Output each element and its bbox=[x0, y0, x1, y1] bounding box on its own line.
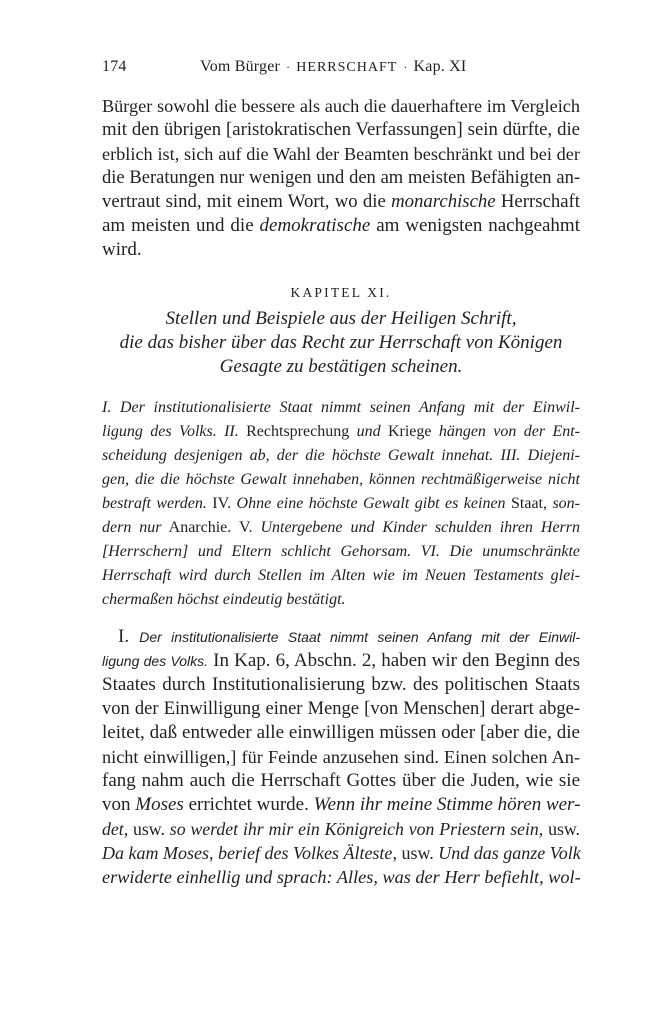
section-number: I. bbox=[118, 626, 140, 647]
italic-run: hängen von der Ent- bbox=[431, 423, 581, 440]
opening-paragraph bbox=[102, 94, 580, 262]
text-line bbox=[102, 190, 580, 214]
text-run: In Kap. 6, Abschn. 2, haben wir den Beginn des bbox=[208, 650, 580, 671]
section-heading-run: Der institutionalisierte Staat nimmt seinen Anfang mit der Einwil- bbox=[139, 629, 580, 645]
text-line bbox=[102, 793, 580, 817]
text-line: Staates durch Institutionalisierung bzw. des politischen Staats bbox=[102, 674, 580, 695]
text-run: von bbox=[102, 794, 136, 815]
text-run: Herrschaft bbox=[495, 191, 580, 212]
text-run: , usw. bbox=[123, 819, 170, 839]
text-line: erblich ist, sich auf die Wahl der Beamten beschränkt und bei der bbox=[102, 144, 580, 164]
section-heading-run: ligung des Volks. bbox=[102, 653, 209, 669]
text-run: Kriege bbox=[387, 423, 432, 440]
text-run: vertraut sind, mit einem Wort, wo die bbox=[102, 191, 392, 212]
text-line bbox=[102, 841, 580, 865]
summary-line: gen, die die höchste Gewalt innehaben, können rechtmäßigerweise nicht bbox=[102, 471, 580, 488]
text-line: die Beratungen nur wenigen und den am meisten Befähigten an- bbox=[102, 168, 580, 188]
italic-run: demokratische bbox=[259, 215, 371, 236]
page-number: 174 bbox=[102, 58, 127, 75]
text-run: errichtet wurde. bbox=[183, 794, 314, 815]
summary-line: Herrschaft wird durch Stellen im Alten wie im Neuen Testaments glei- bbox=[102, 567, 580, 584]
text-line: von der Einwilligung einer Menge [von Menschen] derart abge- bbox=[102, 699, 580, 719]
text-run: , usw. bbox=[538, 819, 580, 839]
summary-line bbox=[102, 492, 580, 516]
italic-run: Moses bbox=[135, 794, 184, 815]
italic-run: Und das ganze Volk bbox=[438, 843, 581, 863]
text-run: am wenigsten nachgeahmt bbox=[370, 215, 580, 236]
italic-run: det bbox=[102, 819, 124, 839]
text-line bbox=[102, 817, 580, 841]
italic-run: II. bbox=[216, 423, 247, 440]
italic-run: son- bbox=[552, 495, 580, 512]
chapter-summary bbox=[102, 396, 580, 612]
chapter-title-line: Gesagte zu bestätigen scheinen. bbox=[219, 356, 463, 377]
chapter-heading: KAPITEL XI. bbox=[290, 285, 392, 300]
text-line: mit den übrigen [aristokratischen Verfassungen] sein dürfte, die bbox=[102, 119, 580, 140]
text-line: erwiderte einhellig und sprach: Alles, was der Herr befiehlt, wol- bbox=[102, 867, 581, 887]
text-run: , usw. bbox=[392, 843, 439, 863]
italic-run: Wenn ihr meine Stimme hören wer- bbox=[313, 794, 581, 815]
text-line: fang nahm auch die Herrschaft Gottes über die Juden, wie sie bbox=[102, 770, 580, 791]
chapter-title-line: Stellen und Beispiele aus der Heiligen Schrift, bbox=[165, 308, 517, 329]
italic-run: Untergebene und Kinder schulden ihren Herrn bbox=[260, 519, 581, 536]
running-title bbox=[200, 58, 466, 76]
text-run: Rechtsprechung bbox=[246, 423, 350, 440]
italic-run: Ohne eine höchste Gewalt gibt es keinen bbox=[236, 495, 506, 512]
italic-run: so werdet ihr mir ein Königreich von Priestern sein bbox=[169, 819, 539, 839]
part-title: HERRSCHAFT bbox=[296, 60, 398, 75]
separator-dot: · bbox=[286, 60, 291, 74]
summary-line bbox=[102, 516, 580, 540]
summary-line: I. Der institutionalisierte Staat nimmt seinen Anfang mit der Einwil- bbox=[102, 399, 580, 416]
text-run: Staat, bbox=[505, 495, 553, 512]
running-header bbox=[102, 58, 580, 82]
italic-run: ligung des Volks. bbox=[102, 423, 217, 440]
text-line bbox=[102, 649, 580, 673]
text-line bbox=[102, 214, 580, 238]
section-one bbox=[102, 625, 580, 889]
text-run: IV. bbox=[206, 495, 237, 512]
italic-run: Da kam Moses, berief des Volkes Älteste bbox=[102, 843, 393, 863]
text-line: leitet, daß entweder alle einwilligen müssen oder [aber die, die bbox=[102, 722, 580, 743]
summary-line bbox=[102, 420, 580, 444]
separator-dot: · bbox=[403, 60, 408, 74]
text-run: am meisten und die bbox=[102, 215, 260, 236]
summary-line: scheidung desjenigen ab, der die höchste Gewalt innehat. III. Diejeni- bbox=[102, 447, 580, 464]
text-line: nicht einwilligen,] für Feinde anzusehen sind. Einen solchen An- bbox=[102, 747, 580, 767]
italic-run: bestraft werden. bbox=[102, 495, 207, 512]
summary-line: [Herrschern] und Eltern schlicht Gehorsam. VI. Die unumschränkte bbox=[102, 543, 580, 560]
book-title: Vom Bürger bbox=[200, 58, 281, 75]
italic-run: monarchische bbox=[391, 191, 496, 212]
text-run: Anarchie. V. bbox=[161, 519, 261, 536]
text-line: wird. bbox=[102, 239, 142, 260]
italic-run: dern nur bbox=[102, 519, 162, 536]
italic-run: und bbox=[349, 423, 388, 440]
text-line: Bürger sowohl die bessere als auch die dauerhaftere im Vergleich bbox=[102, 96, 580, 116]
text-line bbox=[102, 625, 580, 649]
chapter-ref: Kap. XI bbox=[413, 58, 467, 75]
chapter-title bbox=[102, 307, 580, 379]
summary-line: chermaßen höchst eindeutig bestätigt. bbox=[102, 591, 346, 608]
chapter-title-line: die das bisher über das Recht zur Herrschaft von Königen bbox=[119, 332, 563, 353]
